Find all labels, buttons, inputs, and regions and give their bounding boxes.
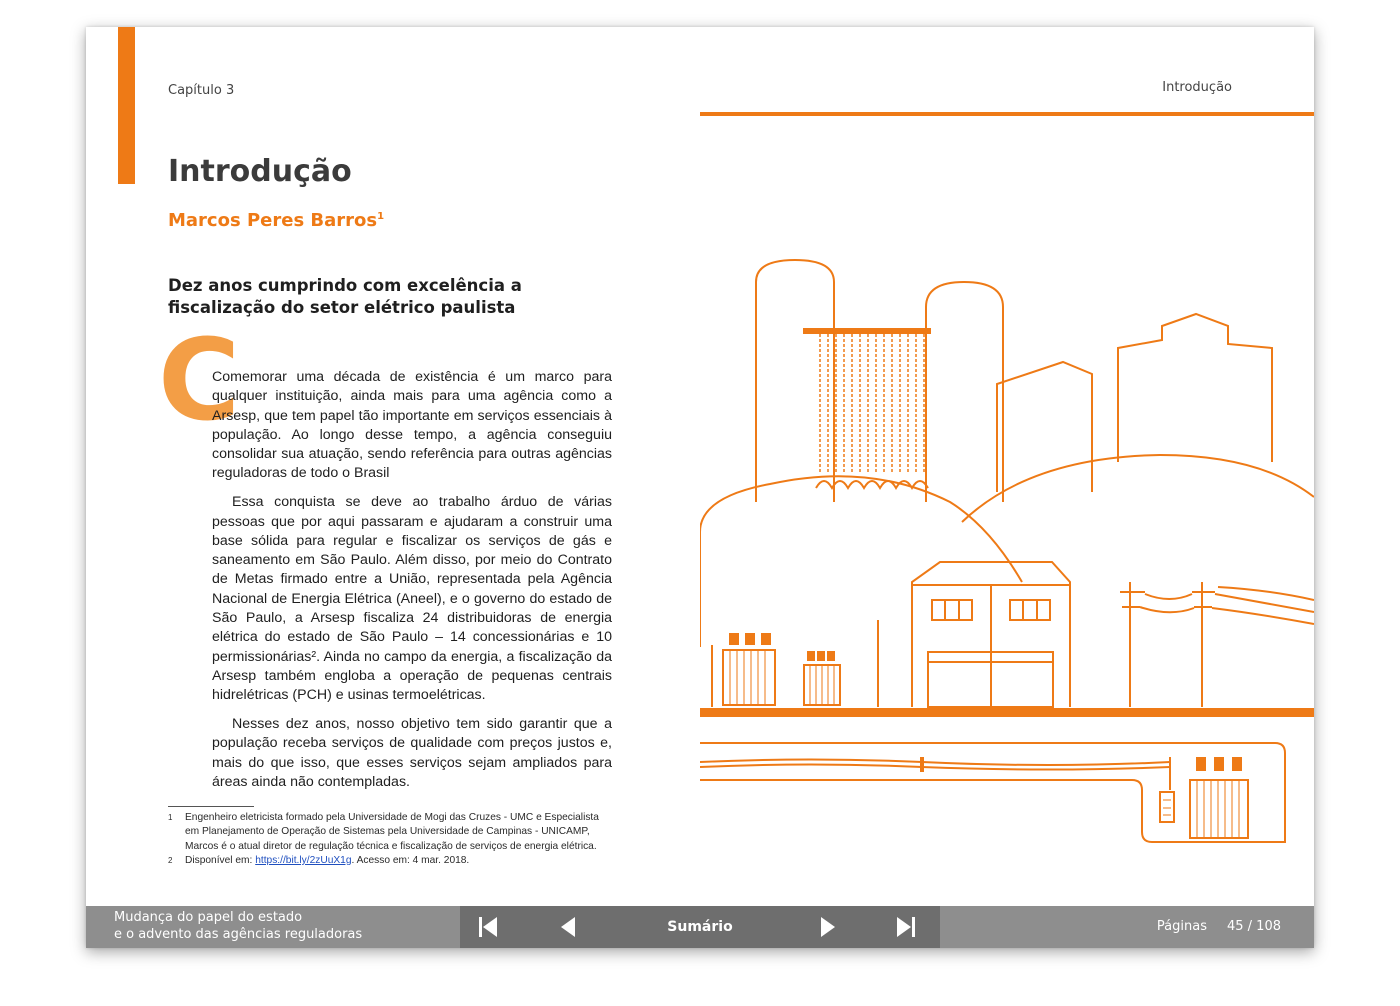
book-page [86,27,1314,948]
footnote-link[interactable]: https://bit.ly/2zUuX1g [255,854,352,866]
footnote-number: 1 [168,813,173,822]
footnote-text-end: . Acesso em: 4 mar. 2018. [351,854,470,866]
pages-label: Páginas [1156,919,1207,934]
footnote-text: Disponível em: [185,854,256,866]
paragraph-3: Nesses dez anos, nosso objetivo tem sido garantir que a população receba serviços de qualidade com preços justos e, mais do que isso, que esses serviços sejam ampliados para áreas ainda não contempladas. [212,716,612,790]
first-page-icon [477,915,499,939]
article-author [168,210,384,231]
book-title [114,909,362,943]
last-page-button[interactable] [884,906,928,948]
book-title-line-1: Mudança do papel do estado [114,910,303,925]
book-title-line-2: e o advento das agências reguladoras [114,927,363,942]
last-page-icon [895,915,917,939]
paragraph-2: Essa conquista se deve ao trabalho árduo de várias pessoas que por aqui passaram e ajudaram a construir uma base sólida para regular e fiscalizar os serviços de gás e saneamento em São Paulo. Além disso, por meio do Contrato de Metas firmado entre a União, representada pela Agência Nacional de Energia Elétrica (Aneel), e o governo do estado de São Paulo, a Arsesp fiscaliza 24 distribuidoras de energia elétrica do estado de São Paulo – 14 concessionárias e 10 permissionárias². Ainda no campo da energia, a fiscalização da Arsesp também engloba a operação de pequenas centrais hidrelétricas (PCH) e usinas termoelétricas. [212,494,612,704]
page-counter [1157,906,1281,948]
energy-infrastructure-illustration [700,252,1314,852]
footnote-number: 2 [168,855,173,865]
running-title: Introdução [1162,80,1232,95]
chapter-label: Capítulo 3 [168,83,235,98]
article-title: Introdução [168,154,352,189]
header-rule [700,112,1314,116]
footnote-rule [168,806,254,807]
author-footnote-ref: 1 [377,211,385,222]
navigation-controls [460,906,940,948]
footnote-1 [168,811,613,854]
footnote-text: Engenheiro eletricista formado pela Universidade de Mogi das Cruzes - UMC e Especialista em Planejamento de Operação de Sistemas pela Universidade de Campinas - UNICAMP, Marcos é o atual diretor de regulação técnica e fiscalização de serviços de energia elétrica. [185,812,599,852]
previous-page-button[interactable] [546,906,590,948]
first-page-button[interactable] [466,906,510,948]
drop-cap: C [158,316,241,446]
previous-page-icon [558,915,578,939]
navigation-bar [86,906,1314,948]
next-page-button[interactable] [806,906,850,948]
footnotes [168,811,613,868]
summary-button[interactable]: Sumário [667,919,733,935]
pages-value: 45 / 108 [1227,919,1281,934]
article-body [212,368,612,802]
paragraph-1: Comemorar uma década de existência é um marco para qualquer instituição, ainda mais para uma agência como a Arsesp, que tem papel tão importante em serviços essenciais à população. Ao longo desse tempo, a agência conseguiu consolidar sua atuação, sendo referência para outras agências reguladoras de todo o Brasil [212,369,612,482]
next-page-icon [818,915,838,939]
footnote-2 [168,854,613,868]
article-subtitle: Dez anos cumprindo com excelência a fiscalização do setor elétrico paulista [168,276,522,317]
author-name: Marcos Peres Barros [168,210,378,231]
chapter-accent-bar [118,27,135,184]
